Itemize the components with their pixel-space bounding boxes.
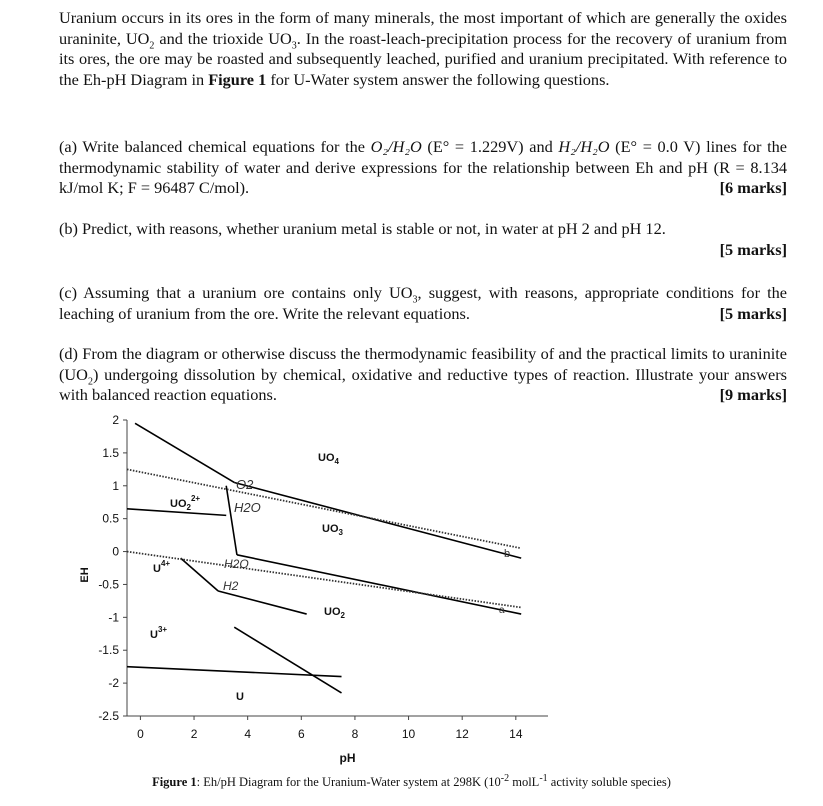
y-tick-label: -2.5: [98, 709, 119, 723]
handwritten-annotation: H2O: [234, 500, 261, 515]
y-axis-label: EH: [79, 567, 91, 583]
question-a-marks: [6 marks]: [719, 178, 787, 198]
water-stability-line: [127, 552, 521, 608]
question-d: (d) From the diagram or otherwise discuss the thermodynamic feasibility of and the practical limits to uraninite $(UO_2)$ undergoing dissolution by chemical, oxidative and reductive types of reaction. Illustrate your answers with balanced reaction equations. [9 marks]: [59, 344, 787, 405]
handwritten-annotation: b: [504, 548, 511, 560]
x-tick-label: 12: [455, 727, 469, 741]
intro-paragraph: Uranium occurs in its ores in the form of many minerals, the most important of which are generally the oxides uraninite, $UO_2$ and the trioxide $UO_3$. In the roast-leach-precipitation process for the recovery of uranium from its ores, the ore may be roasted and subsequently leached, purified and uranium precipitated. With reference to the Eh-pH Diagram in Figure 1 for U-Water system answer the following questions.: [59, 8, 787, 89]
x-tick-label: 14: [509, 727, 523, 741]
region-label: $UO_3$: [322, 523, 343, 537]
x-axis-label: pH: [339, 751, 356, 765]
x-tick-label: 0: [137, 727, 144, 741]
handwritten-annotation: H2O: [224, 557, 249, 571]
x-tick-label: 2: [190, 727, 198, 741]
phase-boundary-line: [237, 555, 521, 614]
region-label: $U^{3+}$: [150, 625, 168, 641]
y-tick-label: -0.5: [98, 577, 119, 592]
region-label: U: [236, 691, 244, 703]
phase-boundary-line: [226, 486, 237, 555]
handwritten-annotation: O2: [236, 477, 254, 492]
question-c-marks: [5 marks]: [719, 303, 787, 323]
y-tick-label: 0.5: [102, 511, 119, 526]
y-tick-label: 1: [112, 478, 119, 493]
region-label: $UO_4$: [318, 452, 339, 466]
phase-boundary-line: [218, 591, 306, 614]
region-label: $UO_2^{2+}$: [170, 494, 201, 512]
x-tick-label: 6: [297, 727, 305, 741]
y-tick-label: -1.5: [98, 643, 119, 658]
region-label: $U^{4+}$: [153, 559, 171, 575]
question-d-marks: [9 marks]: [719, 385, 787, 405]
figure-caption: Figure 1: Eh/pH Diagram for the Uranium-Water system at 298K ($10^{-2}$ molL$^{-1}$ activity soluble species): [152, 772, 671, 789]
question-b-marks: [5 marks]: [719, 240, 787, 259]
question-b: (b) Predict, with reasons, whether uranium metal is stable or not, in water at pH 2 and pH 12.: [59, 219, 666, 238]
region-label: $UO_2$: [324, 606, 345, 620]
question-a: (a) Write balanced chemical equations for the O₂/H₂O (E° = 1.229V) and H₂/H₂O (E° = 0.0 V) lines for the thermodynamic stability of water and derive expressions for the relationship between Eh and pH (R = 8.134 kJ/mol K; F = 96487 C/mol). [6 marks]: [59, 137, 787, 198]
phase-boundary-line: [127, 667, 342, 677]
phase-boundary-line: [135, 423, 234, 482]
y-tick-label: 2: [112, 413, 119, 427]
y-tick-label: -1: [108, 610, 119, 625]
x-tick-label: 10: [401, 727, 416, 741]
question-c: (c) Assuming that a uranium ore contains only $UO_3$, suggest, with reasons, appropriate conditions for the leaching of uranium from the ore. Write the relevant equations. [5 marks]: [59, 283, 787, 323]
y-tick-label: 0: [112, 544, 119, 559]
figure-reference: Figure 1: [208, 69, 267, 89]
handwritten-annotation: a: [499, 605, 505, 616]
y-tick-label: 1.5: [102, 445, 119, 460]
x-tick-label: 4: [244, 727, 252, 741]
phase-boundary-line: [234, 627, 341, 693]
y-tick-label: -2: [108, 676, 119, 691]
phase-boundary-line: [181, 558, 219, 591]
handwritten-annotation: H2: [223, 579, 239, 593]
x-tick-label: 8: [351, 727, 359, 741]
